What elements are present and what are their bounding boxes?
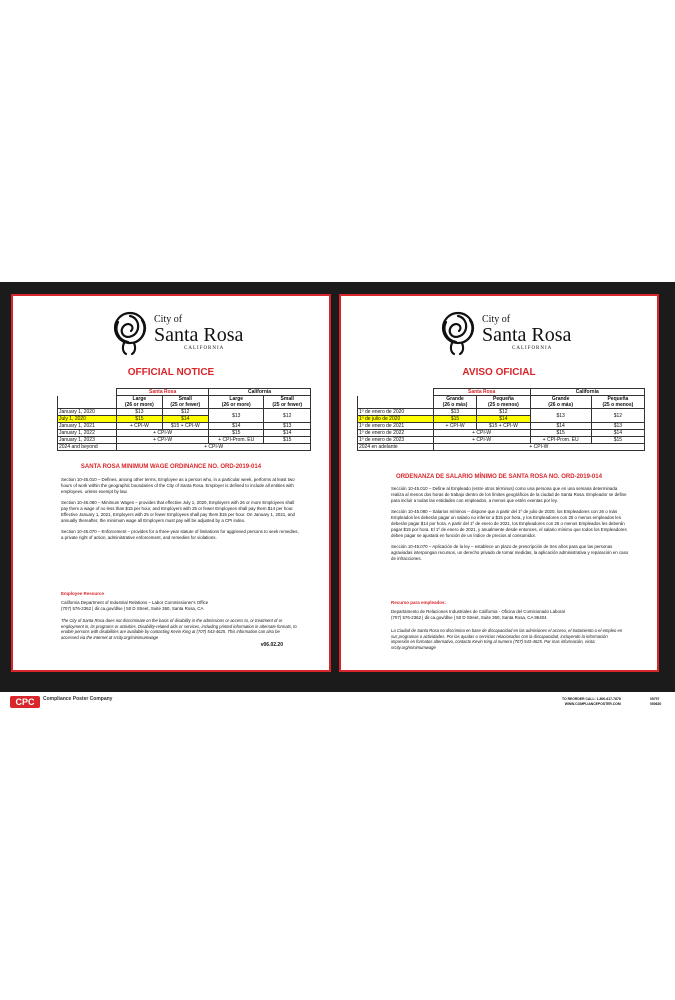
cell: $15 bbox=[591, 437, 644, 444]
cell: $14 bbox=[264, 430, 311, 437]
col-header: Grande (26 o más) bbox=[433, 396, 477, 409]
table-row bbox=[358, 437, 645, 444]
paragraph-minimum-wages: Sección 10-45.080 – Salarios mínimos – dispone que a partir del 1º de julio de 2020, los Empleadores con 26 o más Empleados les deberán pagar un salario no inferior a $15 por hora, y los Empleadores con 25 o menos empleados les deberán pagar $14 por hora. A partir del 1º de enero de 2021, los Empleadores con 25 o menos Empleados les deberán pagar $15 por hora. El 1º de enero de 2021, y anualmente desde entonces, el salario mínimo que todos los Empleadores deben pagar se ajustará en función de un índice de precios al consumidor. bbox=[391, 509, 627, 538]
table-corner bbox=[358, 389, 434, 396]
cell: + CPI-W bbox=[433, 430, 530, 437]
rose-icon bbox=[108, 310, 152, 356]
cell: $12 bbox=[264, 409, 311, 423]
cell: + CPI-W bbox=[117, 444, 311, 451]
row-label: 1º de enero de 2023 bbox=[358, 437, 434, 444]
cpc-logo: CPC bbox=[10, 696, 40, 708]
cell: + CPI-W bbox=[117, 423, 162, 430]
row-label: January 1, 2023 bbox=[58, 437, 117, 444]
company-name: Compliance Poster Company bbox=[43, 696, 113, 702]
row-label: 2024 and beyond bbox=[58, 444, 117, 451]
poster bbox=[0, 282, 675, 722]
group-header-santa-rosa: Santa Rosa bbox=[117, 389, 209, 396]
table-row bbox=[358, 444, 645, 451]
row-label: 1º de enero de 2021 bbox=[358, 423, 434, 430]
cell: $15 + CPI-W bbox=[162, 423, 209, 430]
col-header: Large (26 or more) bbox=[209, 396, 264, 409]
poster-codes bbox=[650, 697, 661, 707]
cell: $12 bbox=[591, 409, 644, 423]
rose-icon bbox=[436, 310, 480, 356]
group-header-california: California bbox=[530, 389, 644, 396]
table-row bbox=[58, 437, 311, 444]
table-row bbox=[58, 409, 311, 416]
department-info bbox=[61, 600, 301, 612]
ordinance-body bbox=[61, 477, 299, 546]
santa-rosa-wordmark: Santa Rosa bbox=[154, 324, 244, 346]
department-info bbox=[391, 609, 631, 621]
paragraph-enforcement: Section 10-45.070 – Enforcement – provides for a three-year statute of limitations for aggrieved persons to seek remedies, a private right of action, administrative enforcement, and remedies for violations. bbox=[61, 529, 299, 540]
table-row bbox=[58, 444, 311, 451]
cell: + CPI-W bbox=[117, 437, 209, 444]
cell: $15 bbox=[264, 437, 311, 444]
ordenanza-body bbox=[391, 486, 629, 567]
cell: $13 bbox=[209, 409, 264, 423]
row-label: 1º de enero de 2022 bbox=[358, 430, 434, 437]
row-label: January 1, 2021 bbox=[58, 423, 117, 430]
cell: $13 bbox=[591, 423, 644, 430]
col-header: Pequeña (25 o menos) bbox=[591, 396, 644, 409]
minimum-wage-table bbox=[57, 388, 311, 451]
poster-footer bbox=[0, 692, 675, 722]
english-notice-panel bbox=[11, 294, 331, 672]
california-text: CALIFORNIA bbox=[512, 346, 553, 351]
table-corner bbox=[58, 389, 117, 396]
cell: + CPI-W bbox=[433, 423, 477, 430]
cell: + CPI-Prom. EU bbox=[530, 437, 591, 444]
official-notice-title: OFFICIAL NOTICE bbox=[127, 367, 215, 378]
reorder-phone: TO REORDER CALL: 1-800-617-7678 bbox=[562, 697, 621, 701]
product-code: 05797 bbox=[650, 697, 660, 701]
table-blank bbox=[58, 396, 117, 409]
city-of-text: City of bbox=[154, 314, 183, 325]
cell: $14 bbox=[530, 423, 591, 430]
cell: + CPI-W bbox=[433, 437, 530, 444]
paragraph-enforcement: Sección 10-45.070 – Aplicación de la ley – establece un plazo de prescripción de tres años para que las personas agraviadas interpongan recursos, un derecho privado de tomar medidas, la aplicación administrativa y reparación en caso de infracciones. bbox=[391, 544, 629, 561]
cell: $12 bbox=[477, 409, 530, 416]
row-label: 2024 en adelante bbox=[358, 444, 434, 451]
cell: $14 bbox=[477, 416, 530, 423]
version-label: v06.02.20 bbox=[260, 642, 283, 648]
cell: $15 bbox=[433, 416, 477, 423]
cell: $13 bbox=[117, 409, 162, 416]
paragraph-definitions: Sección 10-45.010 – Define al Empleado (entre otros términos) como una persona que en una semana determinada realiza al menos dos horas de trabajo dentro de los límites geográficos de la ciudad de Santa Rosa. Empleador se define para incluir a todas las entidades con empleados, a menos que estén exentas por ley. bbox=[391, 486, 627, 503]
cell: $13 bbox=[530, 409, 591, 423]
row-label: 1º de julio de 2020 bbox=[358, 416, 434, 423]
department-name: Departamento de Relaciones Industriales de California - Oficina del Comisionado Laboral bbox=[391, 609, 565, 614]
california-text: CALIFORNIA bbox=[184, 346, 225, 351]
employee-resource-label: Employee Resource bbox=[61, 591, 105, 596]
cell: $14 bbox=[162, 416, 209, 423]
table-row bbox=[358, 409, 645, 416]
cell: $15 bbox=[530, 430, 591, 437]
ordenanza-title: ORDENANZA DE SALARIO MÍNIMO DE SANTA ROSA NO. ORD-2019-014 bbox=[396, 474, 602, 480]
cell: + CPI-W bbox=[433, 444, 644, 451]
col-header: Small (25 or fewer) bbox=[264, 396, 311, 409]
group-header-santa-rosa: Santa Rosa bbox=[433, 389, 530, 396]
row-label: 1º de enero de 2020 bbox=[358, 409, 434, 416]
cell: $14 bbox=[209, 423, 264, 430]
table-row bbox=[358, 423, 645, 430]
department-contact: (707) 576-2362 | dir.ca.gov/dlse | 50 D Street, Suite 360, Santa Rosa, CA 95404 bbox=[391, 615, 547, 620]
paragraph-minimum-wages: Section 10-45.080 – Minimum Wages – provides that effective July 1, 2020, Employers with 26 or more Employees shall pay them a wage of no less than $15 per hour, and Employers with 25 or fewer Employees shall pay them $14 per hour. Effective January 1, 2021, Employers with 25 or fewer Employees shall pay them $15 per hour. On January 1, 2021, and annually thereafter, the minimum wage all Employers must pay will be adjusted by a CPI index. bbox=[61, 500, 295, 523]
cell: $15 + CPI-W bbox=[477, 423, 530, 430]
col-header: Grande (26 o más) bbox=[530, 396, 591, 409]
row-label: January 1, 2020 bbox=[58, 409, 117, 416]
city-logo bbox=[108, 310, 248, 358]
paragraph-definitions: Section 10-45.010 – Defines, among other terms, Employee as a person who, in a particular week, performs at least two hours of work within the geographic boundaries of the City of Santa Rosa. Employer is defined to include all entities with employees, unless exempt by law. bbox=[61, 477, 295, 494]
cell: + CPI-W bbox=[117, 430, 209, 437]
row-label: January 1, 2022 bbox=[58, 430, 117, 437]
ordinance-title: SANTA ROSA MINIMUM WAGE ORDINANCE NO. ORD-2019-014 bbox=[80, 464, 262, 470]
aviso-oficial-title: AVISO OFICIAL bbox=[462, 367, 536, 378]
cell: $15 bbox=[209, 430, 264, 437]
disclaimer: La Ciudad de Santa Rosa no discrimina en base de discapacidad en las admisiones el acceso, el tratamiento o el empleo en sus programas o actividades. Por las ayudas o servicios relacionados con la discapacidad, incluyendo la información impresión en formatos alternativo, contacto Kevin King al numero (707) 543-4625. Par mas información, visita: srcity.org/minimumwage bbox=[391, 628, 623, 650]
col-header: Pequeña (25 o menos) bbox=[477, 396, 530, 409]
col-header: Small (25 or fewer) bbox=[162, 396, 209, 409]
revision-code: 050620 bbox=[650, 702, 662, 706]
recurso-label: Recurso para empleados: bbox=[391, 600, 447, 605]
cell: $14 bbox=[591, 430, 644, 437]
spanish-notice-panel bbox=[339, 294, 659, 672]
table-row bbox=[58, 430, 311, 437]
col-header: Large (26 or more) bbox=[117, 396, 162, 409]
cell: $13 bbox=[433, 409, 477, 416]
cell: + CPI-Prom. EU bbox=[209, 437, 264, 444]
minimum-wage-table bbox=[357, 388, 645, 451]
table-blank bbox=[358, 396, 434, 409]
website: WWW.COMPLIANCEPOSTER.COM bbox=[564, 702, 621, 706]
row-label: July 1, 2020 bbox=[58, 416, 117, 423]
table-row bbox=[358, 430, 645, 437]
city-logo bbox=[436, 310, 576, 358]
santa-rosa-wordmark: Santa Rosa bbox=[482, 324, 572, 346]
group-header-california: California bbox=[209, 389, 311, 396]
department-name: California Department of Industrial Relations – Labor Commissioner's Office bbox=[61, 600, 209, 605]
cell: $13 bbox=[264, 423, 311, 430]
cell: $12 bbox=[162, 409, 209, 416]
table-row bbox=[58, 423, 311, 430]
disclaimer: The City of Santa Rosa does not discriminate on the basis of disability in the admissions or access to, or treatment of or employment in, its programs or activities. Disability-related aids or services, including printed information in alternate formats, to enable persons with disabilities are available by contacting Kevin King at (707) 543-4625. This information can also be accessed via the Internet at srcity.org/minimumwage bbox=[61, 618, 297, 640]
department-contact: (707) 576-2362 | dir.ca.gov/dlse | 50 D Street, Suite 360, Santa Rosa, CA bbox=[61, 606, 204, 611]
reorder-info bbox=[562, 697, 621, 707]
city-of-text: City of bbox=[482, 314, 511, 325]
cell: $15 bbox=[117, 416, 162, 423]
